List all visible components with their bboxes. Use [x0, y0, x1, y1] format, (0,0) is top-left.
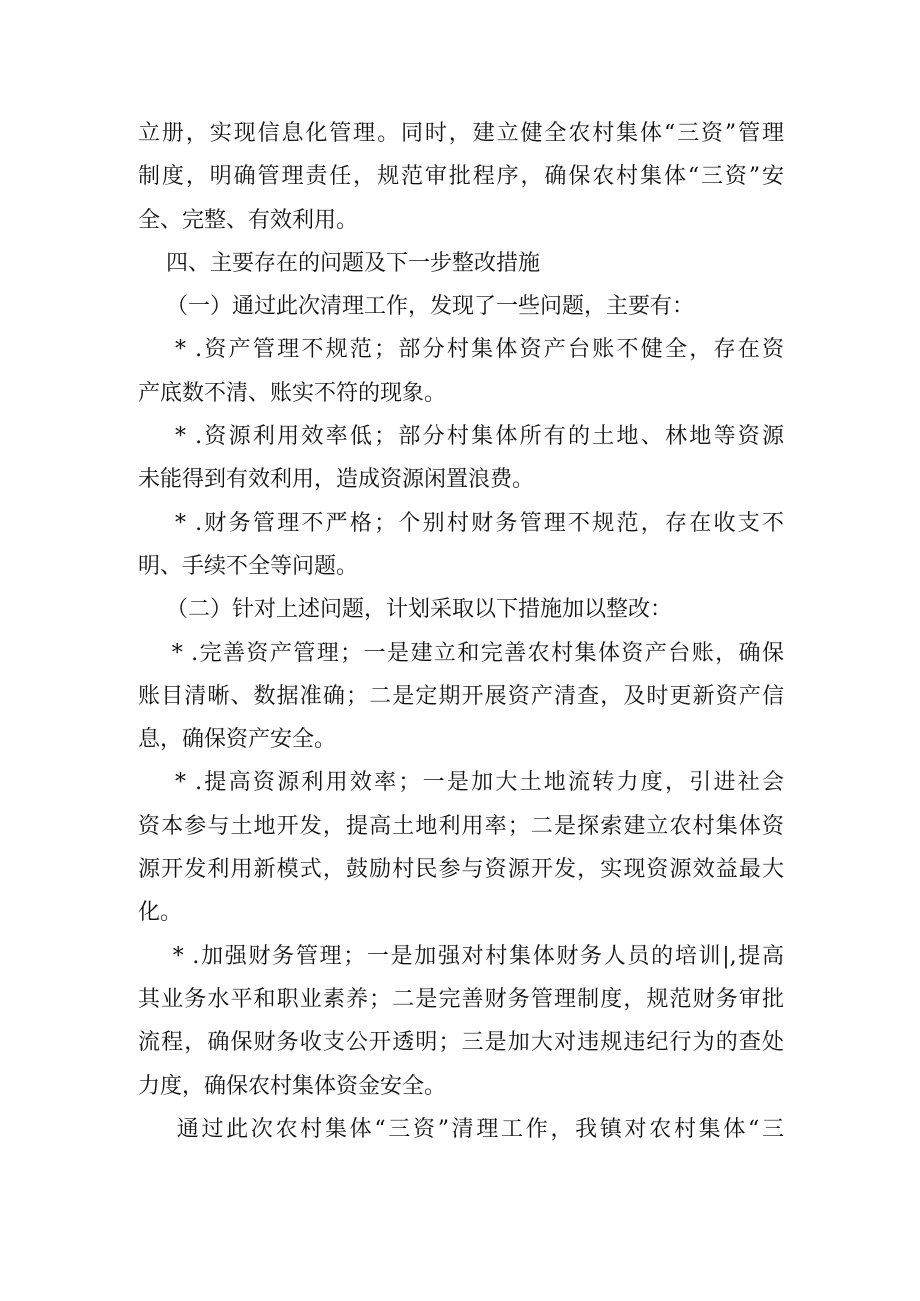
text-line: 力度，确保农村集体资金安全。	[138, 1073, 447, 1099]
list-item: * .完善资产管理；一是建立和完善农村集体资产台账，确保	[138, 640, 784, 666]
list-item: * .提高资源利用效率；一是加大土地流转力度，引进社会	[138, 770, 784, 796]
text-line: 全、完整、有效利用。	[138, 207, 359, 233]
text-line: 源开发利用新模式，鼓励村民参与资源开发，实现资源效益最大	[138, 857, 784, 883]
text-line: 制度，明确管理责任，规范审批程序，确保农村集体“三资”安	[138, 164, 784, 190]
section-heading: 四、主要存在的问题及下一步整改措施	[138, 250, 540, 276]
text-line: 账目清晰、数据准确；二是定期开展资产清查，及时更新资产信	[138, 683, 784, 709]
paragraph-start: 通过此次农村集体“三资”清理工作，我镇对农村集体“三	[138, 1116, 784, 1142]
text-line: 资本参与土地开发，提高土地利用率；二是探索建立农村集体资	[138, 813, 784, 839]
text-line: 化。	[138, 900, 183, 926]
list-item: * .加强财务管理；一是加强对村集体财务人员的培训|,提高	[138, 943, 784, 969]
text-line: 明、手续不全等问题。	[138, 553, 359, 579]
list-item: * .财务管理不严格；个别村财务管理不规范，存在收支不	[138, 510, 784, 536]
list-item: * .资源利用效率低；部分村集体所有的土地、林地等资源	[138, 424, 784, 450]
text-line: 未能得到有效利用，造成资源闲置浪费。	[138, 467, 535, 493]
text-line: 其业务水平和职业素养；二是完善财务管理制度，规范财务审批	[138, 986, 784, 1012]
text-line: 立册，实现信息化管理。同时，建立健全农村集体“三资”管理	[138, 121, 784, 146]
text-line: 息，确保资产安全。	[138, 727, 337, 753]
document-body	[138, 112, 784, 1151]
list-item: * .资产管理不规范；部分村集体资产台账不健全，存在资	[138, 337, 784, 363]
text-line: 产底数不清、账实不符的现象。	[138, 380, 447, 406]
text-line: 流程，确保财务收支公开透明；三是加大对违规违纪行为的查处	[138, 1030, 784, 1056]
subsection-heading: （一）通过此次清理工作，发现了一些问题，主要有：	[138, 294, 694, 320]
subsection-heading: （二）针对上述问题，计划采取以下措施加以整改：	[138, 597, 672, 623]
